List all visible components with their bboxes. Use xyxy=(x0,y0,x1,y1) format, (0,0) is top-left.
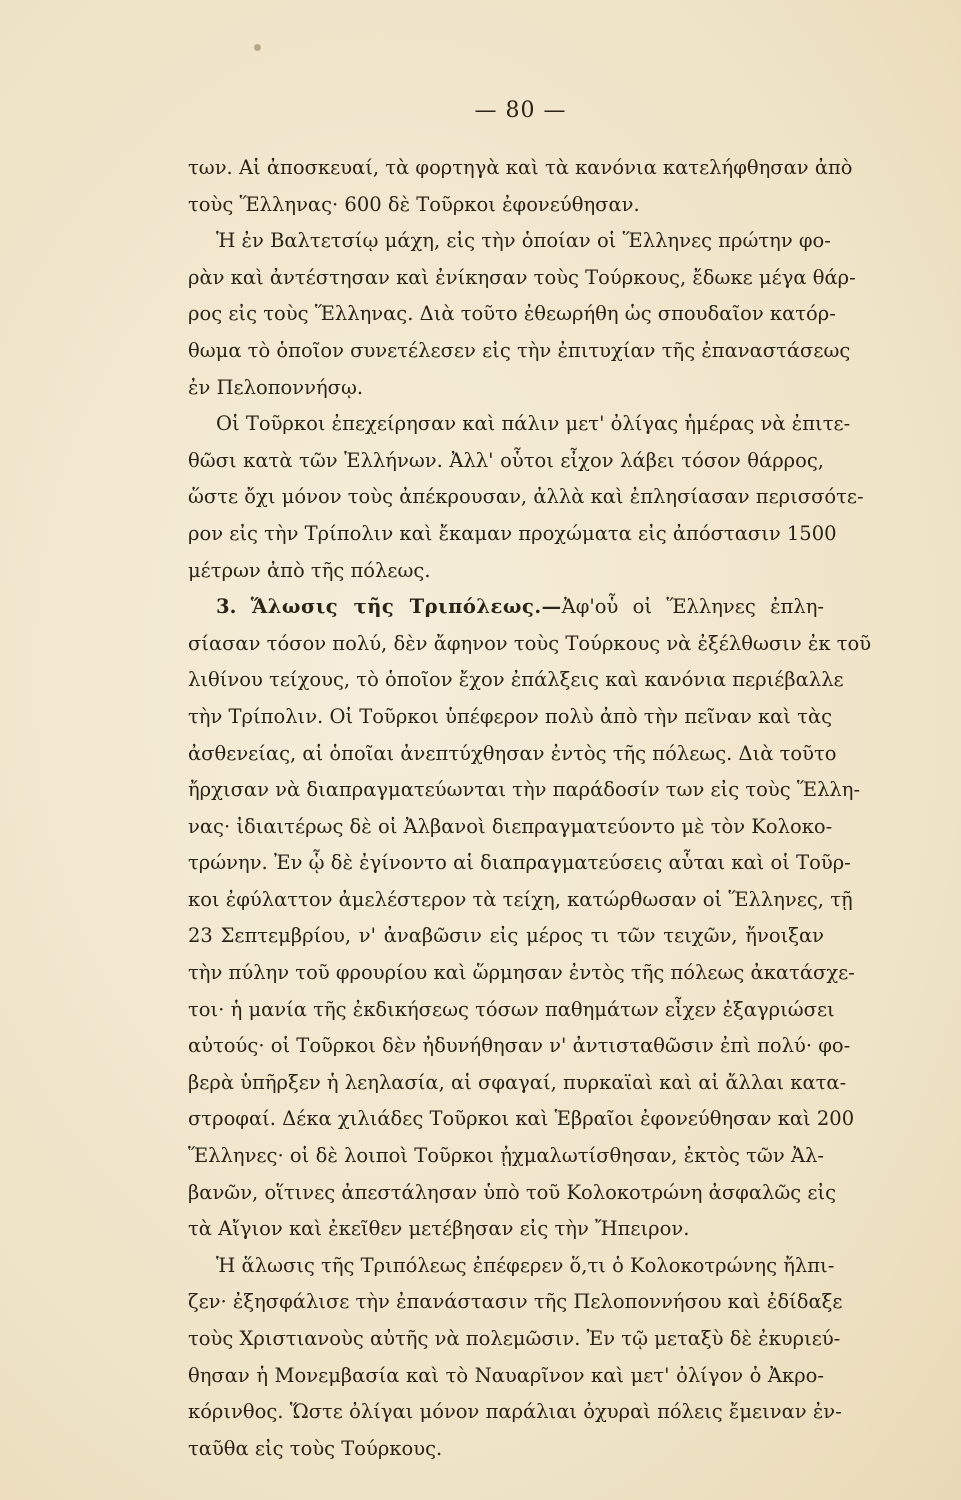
text-line: θωμα τὸ ὁποῖον συνετέλεσεν εἰς τὴν ἐπιτυχίαν τῆς ἐπαναστάσεως xyxy=(188,338,851,362)
body-text xyxy=(188,150,872,1467)
text-line: βερὰ ὑπῆρξεν ἡ λεηλασία, αἱ σφαγαί, πυρκαϊαὶ καὶ αἱ ἄλλαι κατα- xyxy=(188,1070,847,1094)
text-line: θησαν ἡ Μονεμβασία καὶ τὸ Ναυαρῖνον καὶ μετ' ὀλίγον ὁ Ἀκρο- xyxy=(188,1363,824,1387)
text-line: αὐτούς· οἱ Τοῦρκοι δὲν ἠδυνήθησαν ν' ἀντισταθῶσιν ἐπὶ πολύ· φο- xyxy=(188,1034,851,1058)
text-line: τὰ Αἴγιον καὶ ἐκεῖθεν μετέβησαν εἰς τὴν Ἤπειρον. xyxy=(188,1217,690,1241)
section-heading-line xyxy=(188,589,824,626)
text-line: Οἱ Τοῦρκοι ἐπεχείρησαν καὶ πάλιν μετ' ὀλίγας ἡμέρας νὰ ἐπιτε- xyxy=(216,412,851,436)
text-line: ρον εἰς τὴν Τρίπολιν καὶ ἔκαμαν προχώματα εἰς ἀπόστασιν 1500 xyxy=(188,521,837,545)
text-line: ζεν· ἐξησφάλισε τὴν ἐπανάστασιν τῆς Πελοποννήσου καὶ ἐδίδαξε xyxy=(188,1290,843,1314)
text-line: ρὰν καὶ ἀντέστησαν καὶ ἐνίκησαν τοὺς Τούρκους, ἔδωκε μέγα θάρ- xyxy=(188,265,856,289)
text-line: Ἡ ἅλωσις τῆς Τριπόλεως ἐπέφερεν ὅ,τι ὁ Κολοκοτρώνης ἤλπι- xyxy=(216,1253,835,1277)
text-line: 23 Σεπτεμβρίου, ν' ἀναβῶσιν εἰς μέρος τι τῶν τειχῶν, ἤνοιξαν xyxy=(188,924,824,948)
text-line: τοὺς Ἕλληνας· 600 δὲ Τοῦρκοι ἐφονεύθησαν. xyxy=(188,192,640,216)
text-line: ἤρχισαν νὰ διαπραγματεύωνται τὴν παράδοσίν των εἰς τοὺς Ἕλλη- xyxy=(188,778,861,802)
text-line: τὴν Τρίπολιν. Οἱ Τοῦρκοι ὑπέφερον πολὺ ἀπὸ τὴν πεῖναν καὶ τὰς xyxy=(188,704,833,728)
section-title: Ἅλωσις τῆς Τριπόλεως.— xyxy=(250,595,562,619)
text-line: τοὺς Χριστιανοὺς αὐτῆς νὰ πολεμῶσιν. Ἐν τῷ μεταξὺ δὲ ἐκυριεύ- xyxy=(188,1327,841,1350)
text-line: ὥστε ὄχι μόνον τοὺς ἀπέκρουσαν, ἀλλὰ καὶ ἐπλησίασαν περισσότε- xyxy=(188,485,864,509)
text-line: ταῦθα εἰς τοὺς Τούρκους. xyxy=(188,1436,443,1460)
text-fragment: Ἀφ'οὗ οἱ Ἕλληνες ἐπλη- xyxy=(561,595,824,619)
text-line: ἐν Πελοποννήσῳ. xyxy=(188,375,364,399)
text-line: θῶσι κατὰ τῶν Ἑλλήνων. Ἀλλ' οὗτοι εἶχον λάβει τόσον θάρρος, xyxy=(188,448,824,472)
text-line: ρος εἰς τοὺς Ἕλληνας. Διὰ τοῦτο ἐθεωρήθη ὡς σπουδαῖον κατόρ- xyxy=(188,302,836,326)
text-line: μέτρων ἀπὸ τῆς πόλεως. xyxy=(188,558,431,582)
text-line: τὴν πύλην τοῦ φρουρίου καὶ ὥρμησαν ἐντὸς τῆς πόλεως ἀκατάσχε- xyxy=(188,961,855,985)
text-line: τοι· ἡ μανία τῆς ἐκδικήσεως τόσων παθημάτων εἶχεν ἐξαγριώσει xyxy=(188,997,835,1021)
text-line: λιθίνου τείχους, τὸ ὁποῖον ἔχον ἐπάλξεις καὶ κανόνια περιέβαλλε xyxy=(188,668,844,692)
text-line: σίασαν τόσον πολύ, δὲν ἄφηνον τοὺς Τούρκους νὰ ἐξέλθωσιν ἐκ τοῦ xyxy=(188,631,872,655)
text-line: τρώνην. Ἐν ᾧ δὲ ἐγίνοντο αἱ διαπραγματεύσεις αὗται καὶ οἱ Τοῦρ- xyxy=(188,851,851,875)
paper-speck xyxy=(254,44,261,51)
text-line: Ἕλληνες· οἱ δὲ λοιποὶ Τοῦρκοι ᾐχμαλωτίσθησαν, ἐκτὸς τῶν Ἀλ- xyxy=(188,1144,824,1168)
section-number: 3. xyxy=(216,595,237,619)
text-line: των. Αἱ ἀποσκευαί, τὰ φορτηγὰ καὶ τὰ κανόνια κατελήφθησαν ἀπὸ xyxy=(188,156,853,179)
text-line: κοι ἐφύλαττον ἀμελέστερον τὰ τείχη, κατώρθωσαν οἱ Ἕλληνες, τῇ xyxy=(188,887,853,911)
text-line: Ἡ ἐν Βαλτετσίῳ μάχη, εἰς τὴν ὁποίαν οἱ Ἕλληνες πρώτην φο- xyxy=(216,229,831,253)
text-line: νας· ἰδιαιτέρως δὲ οἱ Ἀλβανοὶ διεπραγματεύοντο μὲ τὸν Κολοκο- xyxy=(188,814,833,838)
text-line: ἀσθενείας, αἱ ὁποῖαι ἀνεπτύχθησαν ἐντὸς τῆς πόλεως. Διὰ τοῦτο xyxy=(188,741,837,765)
text-line: στροφαί. Δέκα χιλιάδες Τοῦρκοι καὶ Ἑβραῖοι ἐφονεύθησαν καὶ 200 xyxy=(188,1107,855,1131)
text-line: κόρινθος. Ὥστε ὀλίγαι μόνον παράλιαι ὀχυραὶ πόλεις ἔμειναν ἐν- xyxy=(188,1400,842,1424)
text-line: βανῶν, οἵτινες ἀπεστάλησαν ὑπὸ τοῦ Κολοκοτρώνη ἀσφαλῶς εἰς xyxy=(188,1180,837,1204)
page-number: — 80 — xyxy=(474,98,567,123)
